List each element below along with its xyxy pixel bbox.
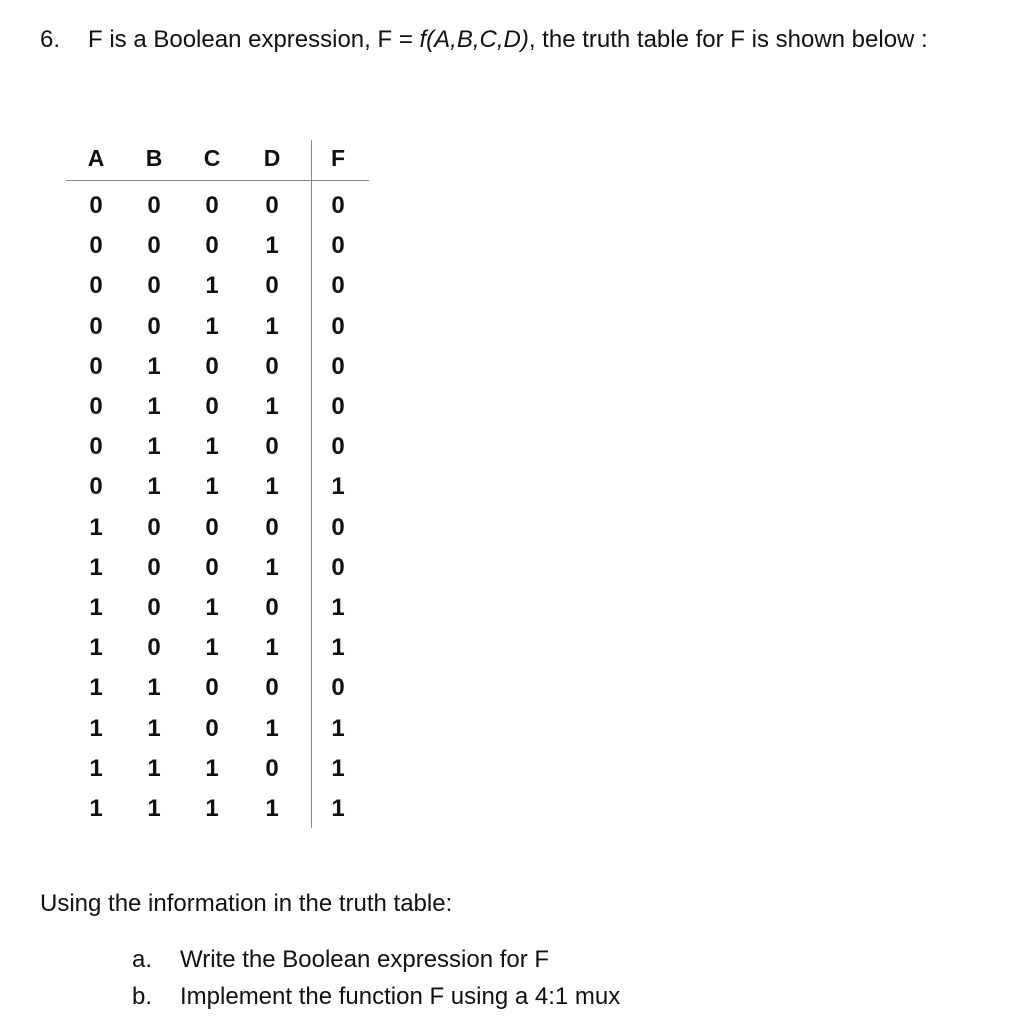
table-cell: 1 xyxy=(205,795,219,822)
table-cell-output: 0 xyxy=(331,674,345,702)
table-cell-output: 1 xyxy=(331,473,345,501)
table-cell: 1 xyxy=(265,714,279,742)
table-cell: 1 xyxy=(89,754,103,782)
table-cell: 0 xyxy=(147,312,161,340)
table-cell: 1 xyxy=(265,795,279,822)
truth-table xyxy=(66,140,369,830)
table-cell: 0 xyxy=(147,192,161,219)
table-cell: 1 xyxy=(89,714,103,742)
table-cell: 0 xyxy=(147,634,161,662)
header-d: D xyxy=(263,145,281,171)
table-cell: 1 xyxy=(147,393,161,420)
table-cell: 0 xyxy=(89,352,103,380)
table-cell-output: 1 xyxy=(331,634,345,662)
header-divider xyxy=(66,180,369,181)
table-cell: 0 xyxy=(89,433,103,461)
table-cell: 0 xyxy=(147,272,161,300)
table-cell: 0 xyxy=(265,513,279,541)
table-cell: 0 xyxy=(89,232,103,260)
table-cell: 1 xyxy=(205,473,219,501)
table-cell: 1 xyxy=(205,634,219,662)
table-cell: 0 xyxy=(265,674,279,702)
table-cell: 1 xyxy=(205,433,219,461)
table-cell: 1 xyxy=(89,553,103,581)
table-cell: 1 xyxy=(147,795,161,822)
table-cell-output: 0 xyxy=(331,393,345,420)
instructions-intro: Using the information in the truth table: xyxy=(40,890,453,917)
table-cell-output: 1 xyxy=(331,594,345,621)
table-cell: 1 xyxy=(147,433,161,461)
question-text xyxy=(40,26,928,54)
table-cell: 1 xyxy=(205,754,219,782)
table-cell: 1 xyxy=(265,634,279,662)
table-cell: 0 xyxy=(89,393,103,420)
table-cell: 1 xyxy=(265,473,279,501)
question-suffix: , the truth table for F is shown below : xyxy=(528,26,928,53)
table-cell-output: 1 xyxy=(331,714,345,742)
instruction-label: b. xyxy=(132,983,153,1010)
table-cell: 0 xyxy=(205,714,219,742)
table-cell-output: 0 xyxy=(331,433,345,461)
table-cell: 1 xyxy=(265,232,279,260)
table-cell-output: 1 xyxy=(331,795,345,822)
table-cell-output: 0 xyxy=(331,192,345,219)
table-cell: 1 xyxy=(89,513,103,541)
table-cell-output: 1 xyxy=(331,754,345,782)
table-cell: 1 xyxy=(205,272,219,300)
function-signature: f(A,B,C,D) xyxy=(419,26,529,53)
table-cell: 0 xyxy=(89,192,103,219)
table-cell: 0 xyxy=(147,594,161,621)
table-cell: 0 xyxy=(265,433,279,461)
instruction-item-a xyxy=(132,946,549,974)
table-cell: 1 xyxy=(89,674,103,702)
header-c: C xyxy=(203,145,221,171)
table-cell: 1 xyxy=(205,312,219,340)
table-cell: 1 xyxy=(265,553,279,581)
table-cell: 0 xyxy=(205,393,219,420)
table-cell-output: 0 xyxy=(331,272,345,300)
question-number: 6. xyxy=(40,26,61,53)
table-cell: 0 xyxy=(265,594,279,621)
table-cell: 0 xyxy=(265,272,279,300)
table-cell: 1 xyxy=(147,352,161,380)
table-cell: 0 xyxy=(205,232,219,260)
header-f: F xyxy=(330,145,346,171)
table-cell: 0 xyxy=(147,232,161,260)
question-prefix: F is a Boolean expression, F = xyxy=(88,26,420,53)
table-cell: 1 xyxy=(265,393,279,420)
table-cell-output: 0 xyxy=(331,232,345,260)
table-cell: 0 xyxy=(205,192,219,219)
table-cell: 0 xyxy=(265,192,279,219)
table-cell: 1 xyxy=(89,634,103,662)
table-cell: 1 xyxy=(147,473,161,501)
table-cell-output: 0 xyxy=(331,513,345,541)
table-cell: 0 xyxy=(265,352,279,380)
table-cell: 1 xyxy=(147,674,161,702)
table-cell: 1 xyxy=(89,795,103,822)
table-cell: 1 xyxy=(147,754,161,782)
instruction-item-b xyxy=(132,983,620,1011)
table-cell: 0 xyxy=(205,513,219,541)
table-cell: 0 xyxy=(89,473,103,501)
table-cell: 1 xyxy=(147,714,161,742)
table-cell: 0 xyxy=(205,674,219,702)
table-cell: 0 xyxy=(205,553,219,581)
table-cell: 1 xyxy=(205,594,219,621)
table-cell-output: 0 xyxy=(331,312,345,340)
table-cell: 0 xyxy=(205,352,219,380)
table-cell: 0 xyxy=(89,312,103,340)
table-cell: 1 xyxy=(265,312,279,340)
instruction-label: a. xyxy=(132,946,153,973)
header-b: B xyxy=(145,145,163,171)
table-cell: 0 xyxy=(147,553,161,581)
table-cell: 0 xyxy=(147,513,161,541)
table-cell: 0 xyxy=(265,754,279,782)
table-cell-output: 0 xyxy=(331,352,345,380)
instruction-text: Implement the function F using a 4:1 mux xyxy=(180,983,621,1010)
instruction-text: Write the Boolean expression for F xyxy=(180,946,550,973)
header-a: A xyxy=(87,145,105,171)
table-cell-output: 0 xyxy=(331,553,345,581)
table-cell: 0 xyxy=(89,272,103,300)
table-cell: 1 xyxy=(89,594,103,621)
